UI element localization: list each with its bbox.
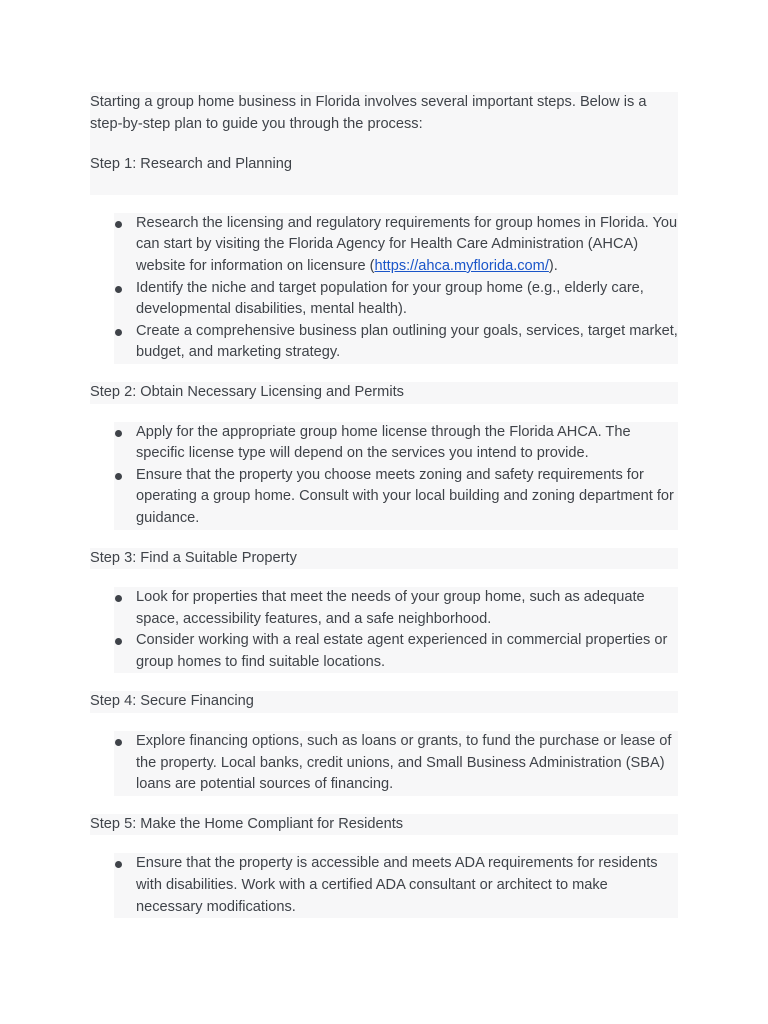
bullet-icon bbox=[115, 286, 122, 293]
step-3-heading: Step 3: Find a Suitable Property bbox=[90, 549, 297, 566]
ahca-link[interactable]: https://ahca.myflorida.com/ bbox=[374, 257, 549, 274]
list-item: Create a comprehensive business plan outlining your goals, services, target market, budget, and marketing strategy. bbox=[114, 321, 678, 364]
step-5-heading: Step 5: Make the Home Compliant for Residents bbox=[90, 815, 404, 832]
bullet-icon bbox=[115, 638, 122, 645]
step-2-heading-block bbox=[90, 382, 678, 404]
step-4-list bbox=[114, 731, 678, 796]
step-4-heading-block bbox=[90, 691, 678, 713]
step-2-list bbox=[114, 422, 678, 530]
step-5-heading-block bbox=[90, 814, 678, 836]
bullet-icon bbox=[115, 430, 122, 437]
step-3-heading-block bbox=[90, 548, 678, 570]
step-3-list bbox=[114, 587, 678, 673]
bullet-icon bbox=[115, 861, 122, 868]
document-body bbox=[90, 92, 678, 936]
intro-block bbox=[90, 92, 678, 195]
list-item: Ensure that the property you choose meets zoning and safety requirements for operating a group home. Consult with your local building and zoning department for guidance. bbox=[114, 465, 678, 530]
bullet-icon bbox=[115, 329, 122, 336]
list-item: Consider working with a real estate agent experienced in commercial properties or group homes to find suitable locations. bbox=[114, 630, 678, 673]
intro-paragraph: Starting a group home business in Florida involves several important steps. Below is a step-by-step plan to guide you through the process: bbox=[90, 94, 647, 132]
step-5-list bbox=[114, 853, 678, 918]
bullet-icon bbox=[115, 221, 122, 228]
list-item: Explore financing options, such as loans or grants, to fund the purchase or lease of the property. Local banks, credit unions, and Small Business Administration (SBA) loans are potential sources of financing. bbox=[114, 731, 678, 796]
list-item: Identify the niche and target population for your group home (e.g., elderly care, developmental disabilities, mental health). bbox=[114, 278, 678, 321]
step-1-list bbox=[114, 213, 678, 364]
step-2-heading: Step 2: Obtain Necessary Licensing and Permits bbox=[90, 383, 404, 400]
bullet-icon bbox=[115, 473, 122, 480]
list-item: Look for properties that meet the needs of your group home, such as adequate space, accessibility features, and a safe neighborhood. bbox=[114, 587, 678, 630]
list-item: Apply for the appropriate group home license through the Florida AHCA. The specific license type will depend on the services you intend to provide. bbox=[114, 422, 678, 465]
list-item: Ensure that the property is accessible and meets ADA requirements for residents with disabilities. Work with a certified ADA consultant or architect to make necessary modifications. bbox=[114, 853, 678, 918]
step-1-heading: Step 1: Research and Planning bbox=[90, 156, 293, 173]
bullet-icon bbox=[115, 739, 122, 746]
step-4-heading: Step 4: Secure Financing bbox=[90, 693, 254, 710]
bullet-icon bbox=[115, 595, 122, 602]
list-item: Research the licensing and regulatory requirements for group homes in Florida. You can start by visiting the Florida Agency for Health Care Administration (AHCA) website for information on licensure (https://ahca.myflorida.com/). bbox=[114, 213, 678, 278]
